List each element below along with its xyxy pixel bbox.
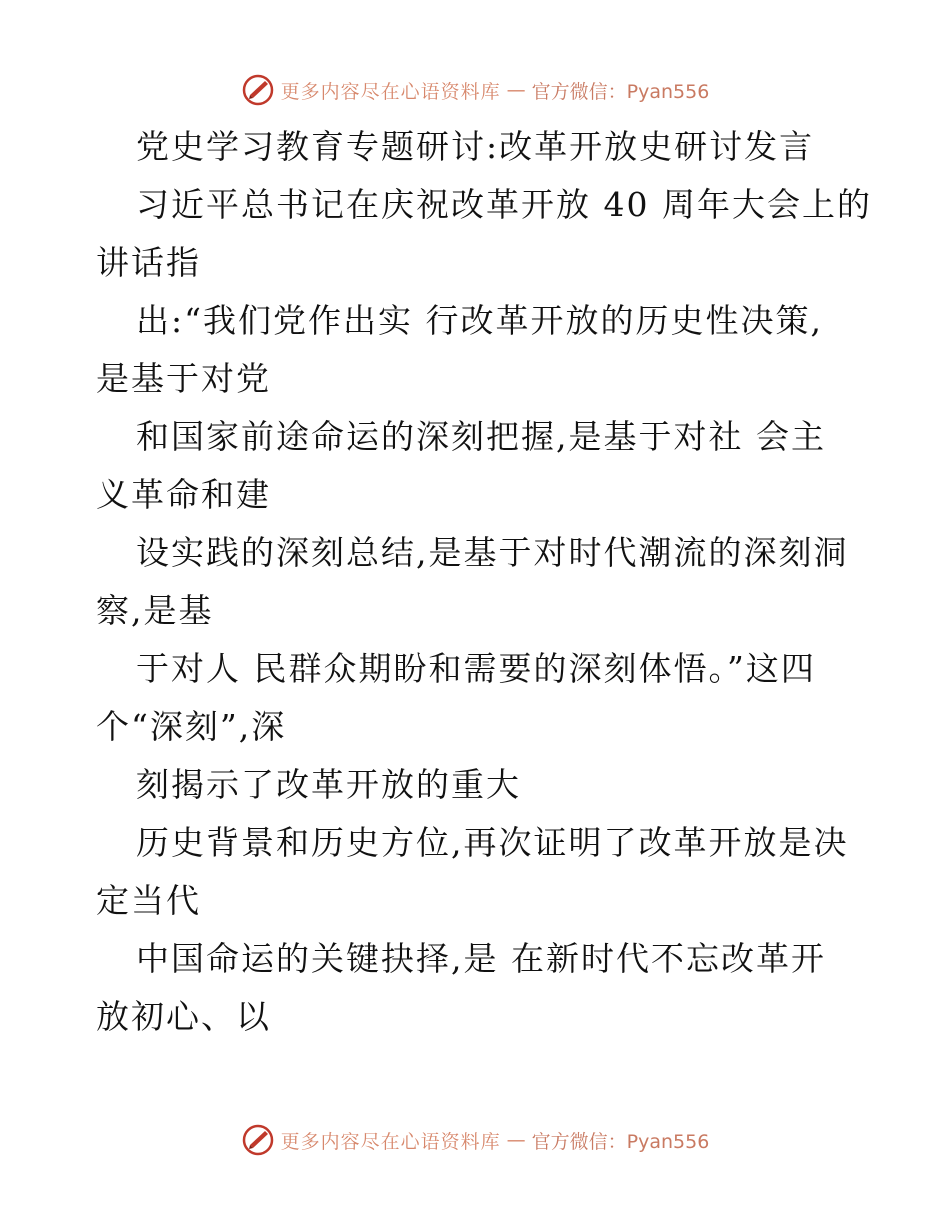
doc-line: 是基于对党 (96, 359, 271, 398)
doc-line: 刻揭示了改革开放的重大 (136, 765, 521, 804)
banner-text: 更多内容尽在心语资料库 (280, 80, 501, 103)
banner-separator: — (506, 79, 526, 101)
doc-line: 讲话指 (96, 243, 201, 282)
doc-line: 习近平总书记在庆祝改革开放 40 周年大会上的 (136, 185, 872, 224)
document-body (96, 118, 872, 1046)
banner-separator: — (506, 1129, 526, 1151)
doc-line: 历史背景和历史方位,再次证明了改革开放是决 (136, 823, 849, 862)
footer-banner (0, 1120, 950, 1160)
doc-line: 于对人 民群众期盼和需要的深刻体悟。”这四 (136, 649, 816, 688)
doc-line: 设实践的深刻总结,是基于对时代潮流的深刻洞 (136, 533, 849, 572)
header-banner (0, 70, 950, 110)
banner-text: 更多内容尽在心语资料库 (280, 1130, 501, 1153)
doc-line: 定当代 (96, 881, 201, 920)
logo-icon (241, 1123, 275, 1157)
doc-title: 党史学习教育专题研讨:改革开放史研讨发言 (136, 127, 815, 166)
doc-line: 个“深刻”,深 (96, 707, 287, 746)
doc-line: 察,是基 (96, 591, 214, 630)
logo-icon (241, 73, 275, 107)
doc-line: 和国家前途命运的深刻把握,是基于对社 会主 (136, 417, 826, 456)
banner-wechat: 官方微信：Pyan556 (531, 80, 710, 103)
doc-line: 义革命和建 (96, 475, 271, 514)
banner-wechat: 官方微信：Pyan556 (531, 1130, 710, 1153)
doc-line: 中国命运的关键抉择,是 在新时代不忘改革开 (136, 939, 826, 978)
doc-line: 出:“我们党作出实 行改革开放的历史性决策, (136, 301, 823, 340)
doc-line: 放初心、以 (96, 997, 271, 1036)
